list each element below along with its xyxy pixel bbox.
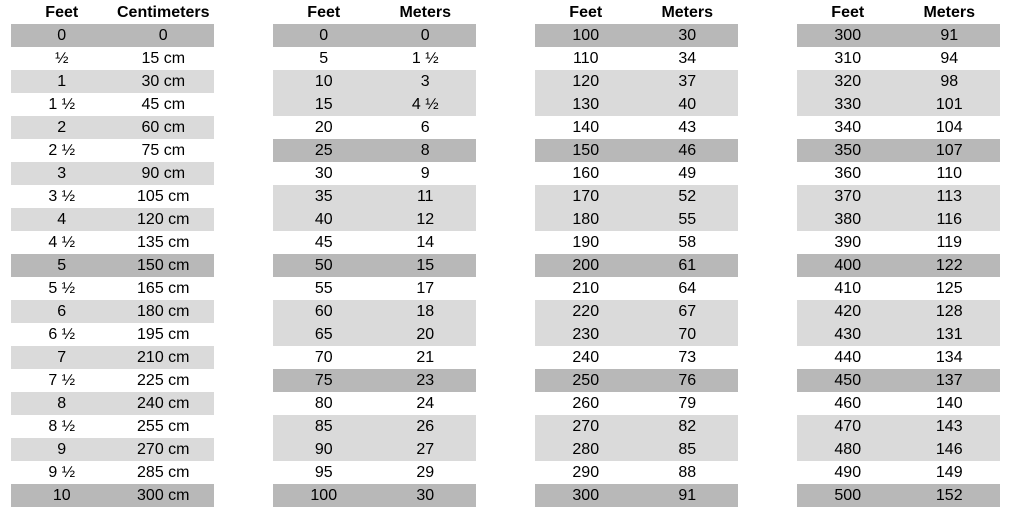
cell-feet: 6 ½: [48, 325, 76, 343]
cell-feet: 1 ½: [48, 95, 76, 113]
cell-feet: 190: [572, 233, 600, 251]
table-body: [797, 24, 1000, 507]
table-row: [11, 254, 214, 277]
cell-converted: 300 cm: [137, 486, 190, 504]
table-row: [535, 70, 738, 93]
cell-feet: 20: [314, 118, 333, 136]
cell-converted: 60 cm: [141, 118, 186, 136]
cell-feet: 90: [314, 440, 333, 458]
table-row: [11, 139, 214, 162]
header-feet: Feet: [307, 4, 341, 21]
cell-feet: 150: [572, 141, 600, 159]
table-row: [797, 162, 1000, 185]
cell-feet: 7 ½: [48, 371, 76, 389]
cell-feet: 9 ½: [48, 463, 76, 481]
cell-converted: 21: [416, 348, 435, 366]
header-feet: Feet: [569, 4, 603, 21]
table-row: [535, 415, 738, 438]
cell-feet: 280: [572, 440, 600, 458]
cell-converted: 43: [678, 118, 697, 136]
cell-converted: 98: [940, 72, 959, 90]
table-row: [273, 415, 476, 438]
cell-converted: 3: [420, 72, 430, 90]
table-row: [11, 162, 214, 185]
table-row: [273, 369, 476, 392]
cell-feet: 260: [572, 394, 600, 412]
cell-feet: 35: [314, 187, 333, 205]
table-row: [797, 116, 1000, 139]
cell-feet: 110: [572, 49, 599, 67]
table-row: [535, 185, 738, 208]
cell-feet: 100: [572, 26, 600, 44]
cell-converted: 0: [420, 26, 430, 44]
cell-feet: 410: [834, 279, 862, 297]
cell-converted: 105 cm: [137, 187, 190, 205]
table-row: [535, 208, 738, 231]
table-row: [535, 93, 738, 116]
cell-feet: 230: [572, 325, 600, 343]
cell-converted: 107: [935, 141, 963, 159]
cell-feet: 5: [57, 256, 67, 274]
cell-feet: 220: [572, 302, 600, 320]
cell-converted: 131: [935, 325, 963, 343]
table-row: [797, 70, 1000, 93]
table-row: [11, 231, 214, 254]
table-row: [11, 116, 214, 139]
cell-converted: 46: [678, 141, 697, 159]
table-row: [11, 438, 214, 461]
table-row: [273, 254, 476, 277]
conversion-table-feet-meters-0-100: [273, 2, 476, 507]
cell-converted: 30 cm: [141, 72, 186, 90]
cell-converted: 122: [935, 256, 963, 274]
cell-converted: 23: [416, 371, 435, 389]
cell-converted: 110: [936, 164, 962, 182]
cell-feet: 290: [572, 463, 600, 481]
cell-feet: 25: [314, 141, 333, 159]
table-row: [797, 484, 1000, 507]
table-header: [797, 2, 1000, 24]
table-row: [797, 461, 1000, 484]
cell-converted: 17: [416, 279, 435, 297]
cell-converted: 79: [678, 394, 697, 412]
table-row: [535, 254, 738, 277]
cell-feet: 8: [57, 394, 67, 412]
conversion-table-feet-meters-300-500: [797, 2, 1000, 507]
cell-converted: 8: [420, 141, 430, 159]
table-row: [273, 47, 476, 70]
table-row: [797, 231, 1000, 254]
cell-converted: 140: [935, 394, 963, 412]
table-row: [273, 208, 476, 231]
cell-feet: 2: [57, 118, 67, 136]
cell-converted: 285 cm: [137, 463, 190, 481]
cell-converted: 61: [678, 256, 697, 274]
cell-feet: 300: [834, 26, 862, 44]
cell-converted: 24: [416, 394, 435, 412]
table-body: [11, 24, 214, 507]
cell-feet: 140: [572, 118, 600, 136]
table-row: [273, 185, 476, 208]
table-row: [273, 277, 476, 300]
cell-feet: 320: [834, 72, 862, 90]
cell-feet: 250: [572, 371, 600, 389]
table-row: [535, 300, 738, 323]
cell-converted: 4 ½: [411, 95, 439, 113]
cell-feet: 440: [834, 348, 862, 366]
table-row: [273, 461, 476, 484]
cell-converted: 240 cm: [137, 394, 190, 412]
cell-feet: 370: [834, 187, 862, 205]
header-feet: Feet: [45, 4, 79, 21]
cell-converted: 18: [416, 302, 435, 320]
header-meters: Meters: [399, 4, 452, 21]
cell-converted: 113: [936, 187, 962, 205]
cell-converted: 135 cm: [137, 233, 190, 251]
cell-converted: 94: [940, 49, 959, 67]
cell-feet: 50: [314, 256, 333, 274]
cell-converted: 45 cm: [141, 95, 186, 113]
table-row: [273, 323, 476, 346]
cell-converted: 165 cm: [137, 279, 190, 297]
cell-converted: 52: [678, 187, 697, 205]
table-row: [273, 70, 476, 93]
cell-feet: 350: [834, 141, 862, 159]
table-header: [11, 2, 214, 24]
cell-feet: 55: [314, 279, 333, 297]
cell-converted: 9: [420, 164, 430, 182]
cell-converted: 255 cm: [137, 417, 190, 435]
cell-converted: 67: [678, 302, 697, 320]
cell-feet: 480: [834, 440, 862, 458]
cell-feet: 65: [314, 325, 333, 343]
table-row: [535, 484, 738, 507]
cell-converted: 152: [935, 486, 963, 504]
table-body: [535, 24, 738, 507]
table-body: [273, 24, 476, 507]
cell-feet: 330: [834, 95, 862, 113]
table-header: [535, 2, 738, 24]
table-row: [797, 323, 1000, 346]
table-row: [535, 461, 738, 484]
table-row: [535, 231, 738, 254]
cell-feet: 200: [572, 256, 600, 274]
conversion-table-feet-centimeters: [11, 2, 214, 507]
table-row: [535, 47, 738, 70]
table-row: [273, 93, 476, 116]
cell-converted: 128: [935, 302, 963, 320]
table-row: [535, 162, 738, 185]
cell-converted: 55: [678, 210, 697, 228]
table-row: [11, 461, 214, 484]
cell-converted: 180 cm: [137, 302, 190, 320]
cell-feet: 40: [314, 210, 333, 228]
table-row: [797, 185, 1000, 208]
table-row: [535, 392, 738, 415]
cell-converted: 149: [935, 463, 963, 481]
cell-feet: 10: [314, 72, 333, 90]
table-row: [797, 415, 1000, 438]
table-row: [273, 116, 476, 139]
table-row: [535, 323, 738, 346]
table-row: [273, 484, 476, 507]
cell-feet: 15: [314, 95, 333, 113]
cell-feet: 120: [572, 72, 600, 90]
cell-feet: 0: [57, 26, 67, 44]
table-row: [11, 24, 214, 47]
cell-converted: 104: [935, 118, 963, 136]
table-row: [11, 208, 214, 231]
cell-converted: 15 cm: [141, 49, 186, 67]
cell-feet: 9: [57, 440, 67, 458]
cell-feet: 5 ½: [48, 279, 76, 297]
cell-feet: 3: [57, 164, 67, 182]
cell-converted: 34: [678, 49, 697, 67]
table-row: [11, 47, 214, 70]
cell-converted: 210 cm: [137, 348, 190, 366]
cell-feet: 60: [314, 302, 333, 320]
cell-converted: 137: [935, 371, 963, 389]
cell-feet: 130: [572, 95, 600, 113]
table-row: [273, 392, 476, 415]
cell-converted: 73: [678, 348, 697, 366]
cell-converted: 11: [416, 187, 434, 205]
table-row: [797, 208, 1000, 231]
cell-feet: 100: [310, 486, 338, 504]
conversion-table-feet-meters-100-300: [535, 2, 738, 507]
header-meters: Meters: [923, 4, 976, 21]
table-row: [797, 369, 1000, 392]
cell-converted: 58: [678, 233, 697, 251]
cell-converted: 64: [678, 279, 697, 297]
cell-converted: 26: [416, 417, 435, 435]
table-row: [273, 24, 476, 47]
cell-converted: 88: [678, 463, 697, 481]
cell-converted: 134: [935, 348, 963, 366]
header-meters: Meters: [661, 4, 714, 21]
header-centimeters: Centimeters: [117, 4, 210, 21]
cell-feet: 160: [572, 164, 600, 182]
table-row: [535, 116, 738, 139]
cell-converted: 82: [678, 417, 697, 435]
table-row: [797, 24, 1000, 47]
cell-feet: 3 ½: [48, 187, 76, 205]
cell-converted: 125: [935, 279, 963, 297]
cell-feet: 0: [319, 26, 329, 44]
table-row: [11, 392, 214, 415]
cell-feet: 490: [834, 463, 862, 481]
cell-converted: 76: [678, 371, 697, 389]
table-row: [11, 185, 214, 208]
cell-converted: 29: [416, 463, 435, 481]
table-row: [11, 277, 214, 300]
table-row: [11, 369, 214, 392]
table-row: [797, 47, 1000, 70]
cell-converted: 90 cm: [141, 164, 186, 182]
cell-converted: 37: [678, 72, 697, 90]
table-row: [11, 346, 214, 369]
cell-converted: 1 ½: [411, 49, 439, 67]
cell-feet: 500: [834, 486, 862, 504]
table-row: [273, 346, 476, 369]
cell-feet: 460: [834, 394, 862, 412]
cell-converted: 40: [678, 95, 697, 113]
cell-feet: 360: [834, 164, 862, 182]
cell-converted: 85: [678, 440, 697, 458]
cell-converted: 20: [416, 325, 435, 343]
cell-converted: 75 cm: [141, 141, 186, 159]
table-row: [11, 93, 214, 116]
table-row: [11, 323, 214, 346]
table-row: [273, 162, 476, 185]
cell-converted: 27: [416, 440, 435, 458]
cell-feet: 7: [57, 348, 67, 366]
table-row: [535, 277, 738, 300]
cell-feet: 340: [834, 118, 862, 136]
cell-feet: 270: [572, 417, 600, 435]
cell-feet: 420: [834, 302, 862, 320]
cell-feet: 390: [834, 233, 862, 251]
cell-converted: 0: [158, 26, 168, 44]
table-row: [11, 70, 214, 93]
cell-feet: 80: [314, 394, 333, 412]
table-row: [797, 277, 1000, 300]
table-row: [11, 300, 214, 323]
cell-feet: 380: [834, 210, 862, 228]
cell-converted: 70: [678, 325, 697, 343]
table-row: [11, 415, 214, 438]
cell-feet: 430: [834, 325, 862, 343]
cell-feet: 470: [834, 417, 862, 435]
cell-feet: 95: [314, 463, 333, 481]
cell-feet: 70: [314, 348, 333, 366]
table-row: [273, 300, 476, 323]
table-row: [797, 438, 1000, 461]
cell-converted: 120 cm: [137, 210, 190, 228]
table-row: [535, 139, 738, 162]
cell-converted: 101: [935, 95, 963, 113]
table-row: [535, 369, 738, 392]
table-row: [797, 93, 1000, 116]
table-row: [535, 24, 738, 47]
cell-converted: 150 cm: [137, 256, 190, 274]
cell-converted: 143: [935, 417, 963, 435]
cell-feet: 310: [834, 49, 862, 67]
table-row: [11, 484, 214, 507]
cell-feet: 5: [319, 49, 329, 67]
cell-converted: 49: [678, 164, 697, 182]
cell-feet: ½: [55, 49, 69, 67]
header-feet: Feet: [831, 4, 865, 21]
cell-converted: 225 cm: [137, 371, 190, 389]
cell-converted: 30: [416, 486, 435, 504]
cell-feet: 1: [57, 72, 67, 90]
cell-feet: 8 ½: [48, 417, 76, 435]
table-row: [273, 231, 476, 254]
cell-converted: 6: [420, 118, 430, 136]
cell-converted: 270 cm: [137, 440, 190, 458]
cell-converted: 12: [416, 210, 435, 228]
cell-converted: 30: [678, 26, 697, 44]
cell-converted: 14: [416, 233, 435, 251]
cell-converted: 116: [936, 210, 962, 228]
table-row: [535, 346, 738, 369]
cell-converted: 195 cm: [137, 325, 190, 343]
table-row: [273, 438, 476, 461]
cell-feet: 180: [572, 210, 600, 228]
cell-feet: 300: [572, 486, 600, 504]
cell-feet: 4 ½: [48, 233, 76, 251]
cell-feet: 10: [52, 486, 71, 504]
cell-feet: 240: [572, 348, 600, 366]
cell-feet: 30: [314, 164, 333, 182]
cell-feet: 450: [834, 371, 862, 389]
cell-feet: 210: [572, 279, 600, 297]
cell-converted: 146: [935, 440, 963, 458]
table-row: [535, 438, 738, 461]
cell-feet: 75: [314, 371, 333, 389]
table-row: [797, 300, 1000, 323]
cell-converted: 15: [416, 256, 435, 274]
table-header: [273, 2, 476, 24]
cell-converted: 91: [940, 26, 959, 44]
table-row: [273, 139, 476, 162]
cell-feet: 2 ½: [48, 141, 76, 159]
table-row: [797, 392, 1000, 415]
table-row: [797, 139, 1000, 162]
cell-feet: 6: [57, 302, 67, 320]
table-row: [797, 346, 1000, 369]
cell-feet: 400: [834, 256, 862, 274]
cell-converted: 119: [936, 233, 962, 251]
cell-feet: 170: [572, 187, 600, 205]
cell-feet: 4: [57, 210, 67, 228]
cell-feet: 85: [314, 417, 333, 435]
cell-converted: 91: [678, 486, 697, 504]
table-row: [797, 254, 1000, 277]
cell-feet: 45: [314, 233, 333, 251]
